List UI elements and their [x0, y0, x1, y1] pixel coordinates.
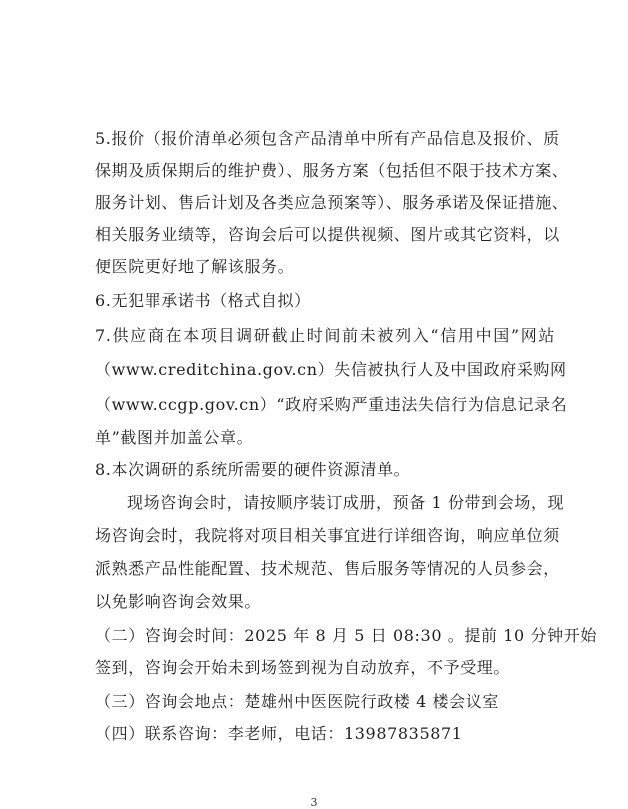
text-line: 场咨询会时，我院将对项目相关事宜进行详细咨询，响应单位须: [95, 526, 560, 545]
text-line: 现场咨询会时，请按顺序装订成册，预备 1 份带到会场，现: [127, 493, 565, 512]
text-line: 服务计划、售后计划及各类应急预案等）、服务承诺及保证措施、: [95, 193, 569, 212]
text-line: 8.本次调研的系统所需要的硬件资源清单。: [95, 460, 411, 479]
text-line: （www.creditchina.gov.cn）失信被执行人及中国政府采购网: [95, 360, 567, 379]
text-line: 单”截图并加盖公章。: [95, 428, 254, 447]
text-line: 6.无犯罪承诺书（格式自拟）: [95, 291, 311, 310]
text-line: 7.供应商在本项目调研截止时间前未被列入“信用中国”网站: [95, 326, 555, 345]
text-line: （三）咨询会地点：楚雄州中医医院行政楼 4 楼会议室: [95, 692, 499, 711]
text-line: 以免影响咨询会效果。: [95, 592, 262, 611]
text-line: （二）咨询会时间：2025 年 8 月 5 日 08:30 。提前 10 分钟开始: [95, 626, 597, 645]
text-line: 便医院更好地了解该服务。: [95, 257, 295, 276]
page-number: 3: [310, 796, 318, 809]
text-line: （www.ccgp.gov.cn）“政府采购严重违法失信行为信息记录名: [95, 395, 568, 414]
text-line: 相关服务业绩等，咨询会后可以提供视频、图片或其它资料，以: [95, 225, 560, 244]
text-line: 派熟悉产品性能配置、技术规范、售后服务等情况的人员参会，: [95, 559, 560, 578]
text-line: 保期及质保期后的维护费）、服务方案（包括但不限于技术方案、: [95, 161, 569, 180]
text-line: 5.报价（报价清单必须包含产品清单中所有产品信息及报价、质: [95, 129, 560, 148]
text-line: 签到，咨询会开始未到场签到视为自动放弃，不予受理。: [95, 658, 511, 677]
text-line: （四）联系咨询：李老师，电话：13987835871: [95, 724, 463, 743]
